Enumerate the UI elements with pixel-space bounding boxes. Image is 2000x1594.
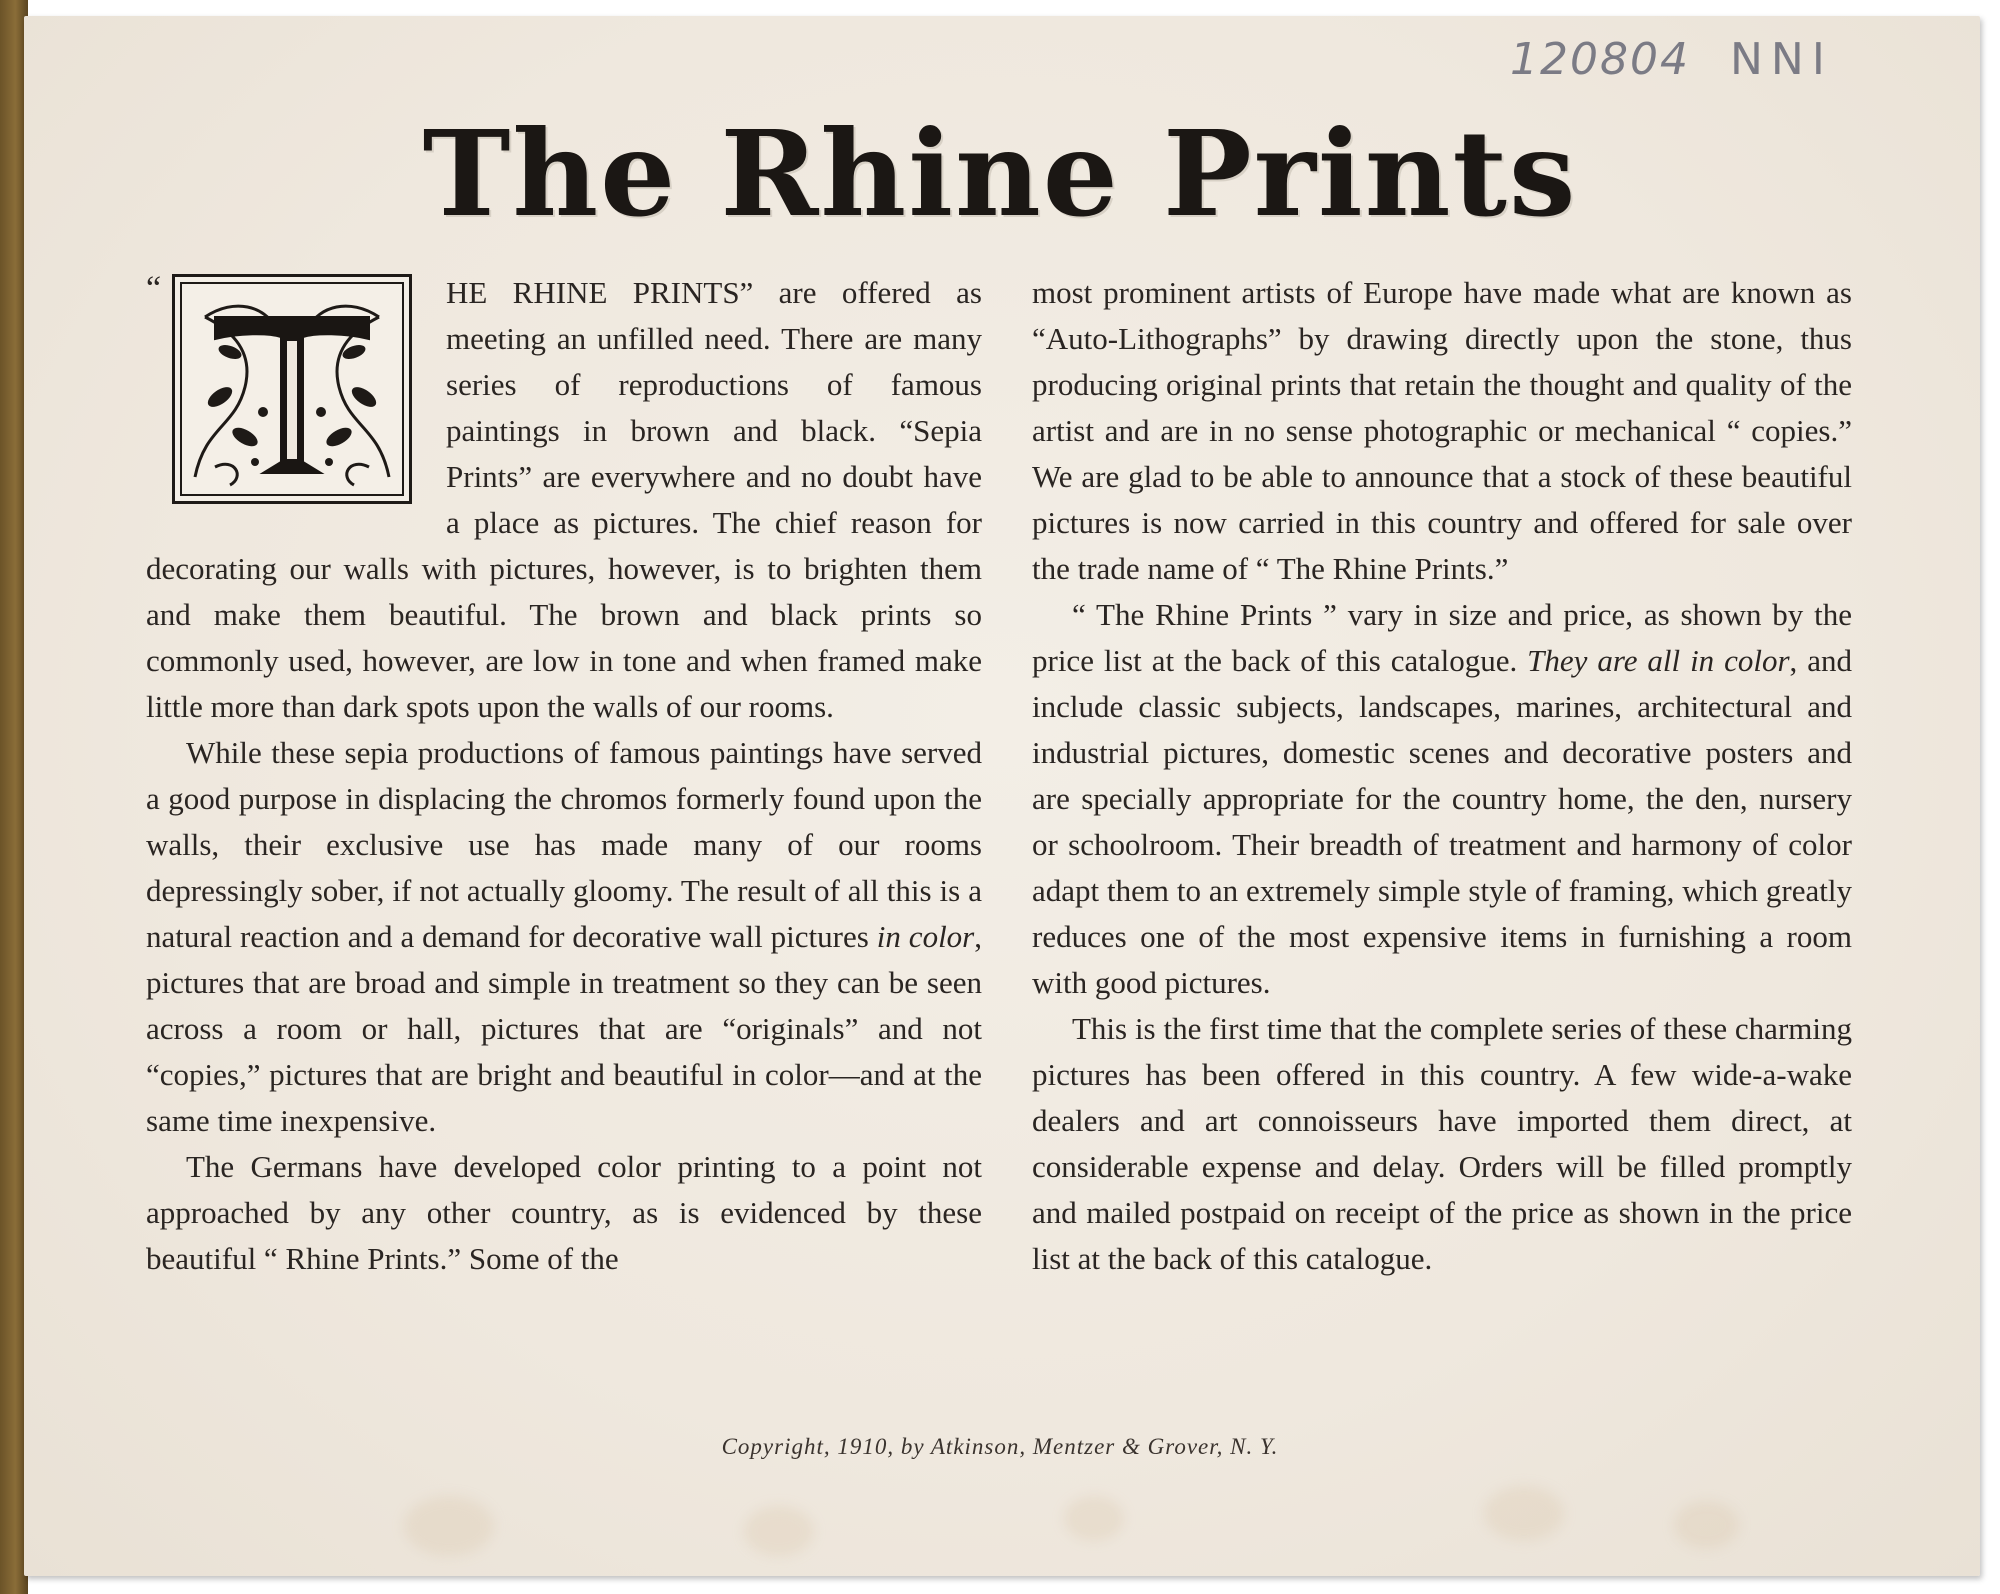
right-column xyxy=(1032,270,1852,1282)
page-title: The Rhine Prints xyxy=(422,104,1578,243)
paragraph-1: HE RHINE PRINTS” are offered as meeting an unfilled need. There are many series of reproductions of famous paintings in brown and black. “Sepia Prints” are everywhere and no doubt have a place as pictures. The chief reason for decorating our walls with pictures, however, is to brighten them and make them beautiful. The brown and black prints so commonly used, however, are low in tone and when framed make little more than dark spots upon the walls of our rooms. xyxy=(146,275,982,724)
drop-cap-block xyxy=(146,270,428,512)
opening-quote: “ xyxy=(146,270,162,307)
left-column xyxy=(146,270,982,1282)
paragraph-3: The Germans have developed color printing to a point not approached by any other country, as is evidenced by these beautiful “ Rhine Prints.” Some of the xyxy=(146,1149,982,1276)
paragraph-3-continued: most prominent artists of Europe have made what are known as “Auto-Lithographs” by drawing directly upon the stone, thus producing original prints that retain the thought and quality of the artist and are in no sense photographic or mechanical “ copies.” We are glad to be able to announce that a stock of these beautiful pictures is now carried in this country and offered for sale over the trade name of “ The Rhine Prints.” xyxy=(1032,275,1852,586)
pencil-catalog-number: 120804 xyxy=(1510,34,1690,85)
drop-cap-ornament-icon xyxy=(172,274,412,504)
copyright-line: Copyright, 1910, by Atkinson, Mentzer & Grover, N. Y. xyxy=(721,1434,1279,1459)
paragraph-5: This is the first time that the complete series of these charming pictures has been offered in this country. A few wide-a-wake dealers and art connoisseurs have imported them direct, at considerable expense and delay. Orders will be filled promptly and mailed postpaid on receipt of the price as shown in the price list at the back of this catalogue. xyxy=(1032,1011,1852,1276)
paragraph-4: “ The Rhine Prints ” vary in size and price, as shown by the price list at the back of this catalogue. They are all in color, and include classic subjects, landscapes, marines, architectural and industrial pictures, domestic scenes and decorative posters and are specially appropriate for the country home, the den, nursery or schoolroom. Their breadth of treatment and harmony of color adapt them to an extremely simple style of framing, which greatly reduces one of the most expensive items in furnishing a room with good pictures. xyxy=(1032,597,1852,1000)
pencil-library-code: NNI xyxy=(1730,34,1833,85)
paragraph-2: While these sepia productions of famous paintings have served a good purpose in displacing the chromos formerly found upon the walls, their exclusive use has made many of our rooms depressingly sober, if not actually gloomy. The result of all this is a natural reaction and a demand for decorative wall pictures in color, pictures that are broad and simple in treatment so they can be seen across a room or hall, pictures that are “originals” and not “copies,” pictures that are bright and beautiful in color—and at the same time inexpensive. xyxy=(146,735,982,1138)
